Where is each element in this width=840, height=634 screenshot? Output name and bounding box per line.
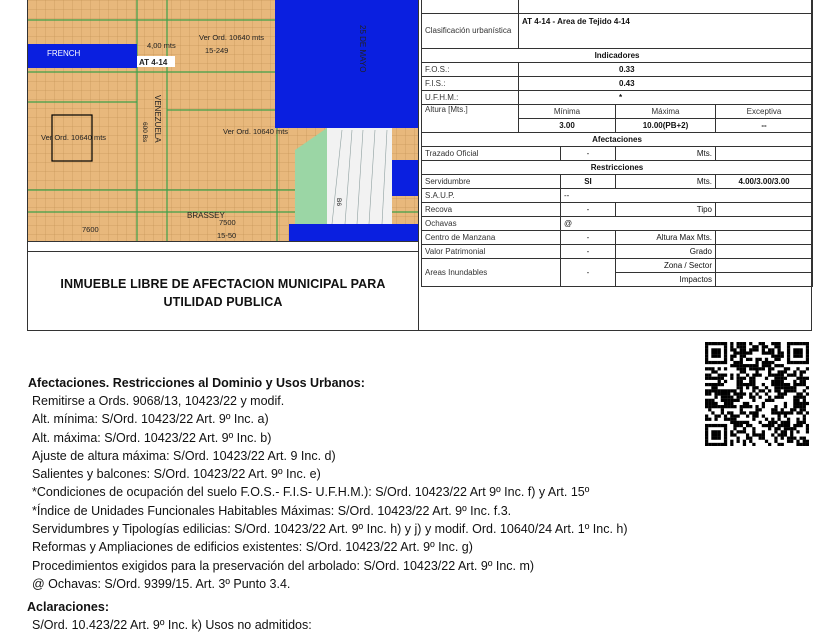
afectaciones-lines <box>28 392 628 593</box>
afectaciones-line: Salientes y balcones: S/Ord. 10423/22 Art. 9º Inc. e) <box>32 467 321 482</box>
minima-value: 3.00 <box>519 119 616 133</box>
map-divider <box>27 241 419 242</box>
qr-code <box>705 342 809 446</box>
exceptiva-header: Exceptiva <box>716 105 813 119</box>
trazado-label: Trazado Oficial <box>422 147 561 161</box>
afectaciones-header: Afectaciones <box>422 133 813 147</box>
indicators-table <box>421 0 813 287</box>
map-label-600: 600 Bs <box>141 122 148 143</box>
afectaciones-line: Remitirse a Ords. 9068/13, 10423/22 y modif. <box>32 394 285 408</box>
altura-label: Altura [Mts.] <box>422 105 519 133</box>
afectaciones-line: Ajuste de altura máxima: S/Ord. 10423/22 Art. 9 Inc. d) <box>32 448 336 463</box>
maxima-value: 10.00(PB+2) <box>616 119 716 133</box>
fis-label: F.I.S.: <box>422 77 519 91</box>
afectaciones-line: *Índice de Unidades Funcionales Habitables Máximas: S/Ord. 10423/22 Art. 9º Inc. f.3. <box>32 503 512 518</box>
saup-label: S.A.U.P. <box>422 189 561 203</box>
map-label-dist: 4,00 mts <box>147 41 176 50</box>
exceptiva-value: -- <box>716 119 813 133</box>
trazado-mts: Mts. <box>616 147 716 161</box>
fos-value: 0.33 <box>519 63 813 77</box>
maxima-header: Máxima <box>616 105 716 119</box>
servidumbre-value: SI <box>561 175 616 189</box>
afectaciones-line: Procedimientos exigidos para la preservación del arbolado: S/Ord. 10423/22 Art. 9º Inc. m) <box>32 558 535 573</box>
centro-label: Centro de Manzana <box>422 231 561 245</box>
afectaciones-line: Alt. mínima: S/Ord. 10423/22 Art. 9º Inc. a) <box>32 412 269 427</box>
tipo-label: Tipo <box>616 203 716 217</box>
valor-value: - <box>561 245 616 259</box>
notice-text: INMUEBLE LIBRE DE AFECTACION MUNICIPAL PARA UTILIDAD PUBLICA <box>60 277 386 309</box>
map-label-ord2: Ver Ord. 10640 mts <box>41 133 107 142</box>
ochavas-label: Ochavas <box>422 217 561 231</box>
areas-label: Areas Inundables <box>422 259 561 287</box>
map-label-7500: 7500 <box>219 218 236 227</box>
clasificacion-value: AT 4-14 - Area de Tejido 4-14 <box>519 14 813 49</box>
clasificacion-label: Clasificación urbanística <box>422 14 519 49</box>
aclaraciones-section <box>28 600 312 634</box>
recova-value: - <box>561 203 616 217</box>
afectaciones-line: @ Ochavas: S/Ord. 9399/15. Art. 3º Punto 3.4. <box>32 576 291 591</box>
impactos-label: Impactos <box>616 273 716 287</box>
valor-label: Valor Patrimonial <box>422 245 561 259</box>
ufhm-label: U.F.H.M.: <box>422 91 519 105</box>
afectaciones-line: Reformas y Ampliaciones de edificios existentes: S/Ord. 10423/22 Art. 9º Inc. g) <box>32 540 473 555</box>
map-label-lot2: 15-50 <box>217 231 237 240</box>
servidumbre-label: Servidumbre <box>422 175 561 189</box>
map-label-zone: AT 4-14 <box>139 58 168 67</box>
map-label-ord1: Ver Ord. 10640 mts <box>199 33 265 42</box>
afectaciones-section <box>28 376 628 593</box>
map-label-french: FRENCH <box>47 49 81 58</box>
servidumbre-num: 4.00/3.00/3.00 <box>716 175 813 189</box>
frame-divider-horizontal <box>27 251 419 252</box>
fis-value: 0.43 <box>519 77 813 91</box>
restricciones-header: Restricciones <box>422 161 813 175</box>
map-label-lot1: 15-249 <box>205 46 229 55</box>
fos-label: F.O.S.: <box>422 63 519 77</box>
areas-value: - <box>561 259 616 287</box>
map-label-7600: 7600 <box>82 225 99 234</box>
trazado-value: - <box>561 147 616 161</box>
map-label-ord3: Ver Ord. 10640 mts <box>223 127 289 136</box>
indicadores-header: Indicadores <box>422 49 813 63</box>
altura-max-label: Altura Max Mts. <box>616 231 716 245</box>
ochavas-value: @ <box>561 217 813 231</box>
minima-header: Mínima <box>519 105 616 119</box>
qr-code-graphic <box>705 342 809 446</box>
aclaraciones-title: Aclaraciones: <box>27 600 109 614</box>
afectaciones-line: Alt. máxima: S/Ord. 10423/22 Art. 9º Inc. b) <box>32 430 272 445</box>
saup-value: -- <box>561 189 813 203</box>
map-label-b6: B6 <box>335 198 342 206</box>
servidumbre-mts: Mts. <box>616 175 716 189</box>
grado-label: Grado <box>616 245 716 259</box>
map-label-brassey: BRASSEY <box>187 211 225 220</box>
frame-divider-vertical <box>418 0 419 331</box>
afectaciones-line: Servidumbres y Tipologías edilicias: S/Ord. 10423/22 Art. 9º Inc. h) y j) y modif. Ord. 10640/24 Art. 1º Inc. h) <box>32 522 628 537</box>
afectaciones-line: *Condiciones de ocupación del suelo F.O.S.- F.I.S- U.F.H.M.): S/Ord. 10423/22 Art 9º Inc. f) y Art. 15º <box>32 485 590 500</box>
map-label-mayo: 25 DE MAYO <box>358 25 367 73</box>
centro-value: - <box>561 231 616 245</box>
recova-label: Recova <box>422 203 561 217</box>
map-label-venezuela: VENEZUELA <box>153 95 162 143</box>
ufhm-value: * <box>519 91 813 105</box>
aclaraciones-line: S/Ord. 10.423/22 Art. 9º Inc. k) Usos no admitidos: <box>32 618 312 632</box>
afectaciones-title: Afectaciones. Restricciones al Dominio y Usos Urbanos: <box>28 376 365 390</box>
zona-label: Zona / Sector <box>616 259 716 273</box>
